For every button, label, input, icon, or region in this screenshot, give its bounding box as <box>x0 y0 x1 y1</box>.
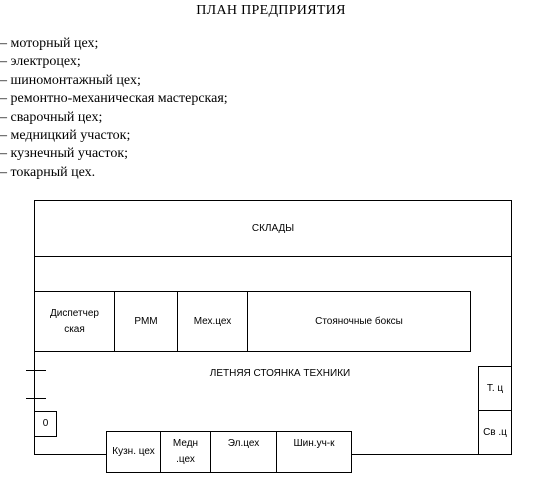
list-item: – ремонтно-механическая мастерская; <box>0 91 228 107</box>
tire-shop-label: Шин.уч-к <box>293 438 335 449</box>
page-title: ПЛАН ПРЕДПРИЯТИЯ <box>196 3 346 18</box>
electric-shop-label: Эл.цех <box>227 438 260 449</box>
welding-shop <box>478 410 512 455</box>
turning-shop <box>478 366 512 411</box>
turning-shop-label: Т. ц <box>486 382 504 394</box>
mechanical-shop-label: Мех.цех <box>193 315 232 327</box>
mechanical-shop <box>177 291 248 352</box>
tick-mark <box>26 370 46 371</box>
forge-shop-label: Кузн. цех <box>112 446 155 457</box>
dispatcher-room <box>34 291 115 352</box>
list-item: – шиномонтажный цех; <box>0 72 141 88</box>
copper-shop <box>160 431 211 473</box>
warehouses-label: СКЛАДЫ <box>251 222 295 234</box>
list-item: – сварочный цех; <box>0 109 103 125</box>
list-item: – токарный цех. <box>0 164 96 180</box>
copper-shop-label: Медн .цех <box>172 438 199 465</box>
repair-shop <box>114 291 178 352</box>
parking-boxes-label: Стояночные боксы <box>315 315 403 327</box>
list-item: – кузнечный участок; <box>0 146 129 162</box>
zero-block <box>34 411 57 437</box>
repair-shop-label: РММ <box>134 315 158 327</box>
list-item: – электроцех; <box>0 54 81 70</box>
list-item: – медницкий участок; <box>0 128 131 144</box>
parking-boxes <box>247 291 471 352</box>
list-item: – моторный цех; <box>0 36 99 51</box>
dispatcher-label: Диспетчер ская <box>50 307 99 335</box>
electric-shop <box>210 431 277 473</box>
workshop-list <box>0 35 228 182</box>
zero-label: 0 <box>42 418 49 429</box>
tick-mark <box>26 398 46 399</box>
tire-shop <box>276 431 352 473</box>
summer-parking-label: ЛЕТНЯЯ СТОЯНКА ТЕХНИКИ <box>209 368 351 379</box>
forge-shop <box>106 431 161 473</box>
warehouses <box>34 200 512 257</box>
welding-shop-label: Св .ц <box>483 426 507 438</box>
